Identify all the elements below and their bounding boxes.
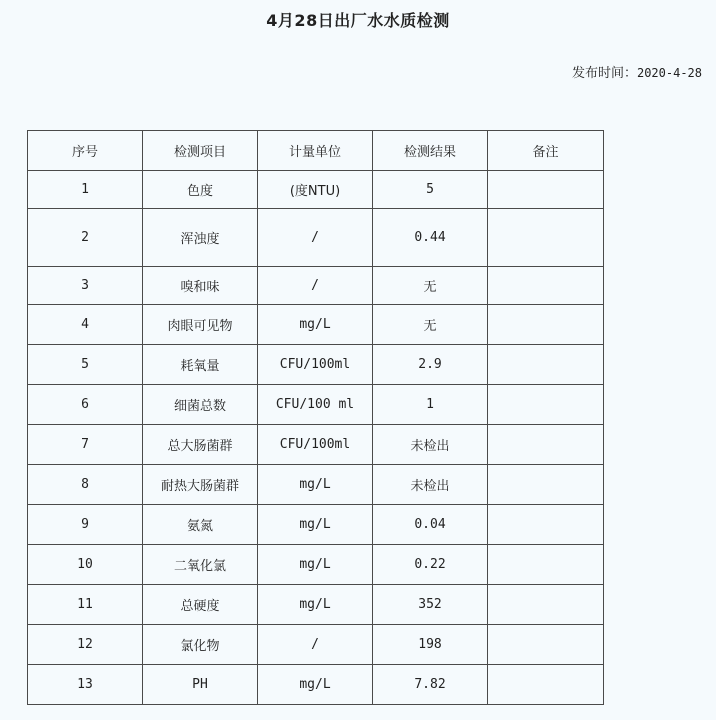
cell-item: 氨氮	[143, 505, 258, 545]
cell-note	[488, 465, 604, 505]
cell-no: 12	[28, 625, 143, 665]
cell-result: 0.44	[373, 209, 488, 267]
cell-result: 无	[373, 267, 488, 305]
cell-no: 3	[28, 267, 143, 305]
cell-no: 11	[28, 585, 143, 625]
cell-item: PH	[143, 665, 258, 705]
cell-unit: mg/L	[258, 665, 373, 705]
table-row	[28, 465, 604, 505]
cell-note	[488, 267, 604, 305]
cell-result: 未检出	[373, 465, 488, 505]
cell-no: 4	[28, 305, 143, 345]
cell-note	[488, 209, 604, 267]
cell-note	[488, 305, 604, 345]
table-row	[28, 545, 604, 585]
cell-item: 总大肠菌群	[143, 425, 258, 465]
cell-unit: CFU/100ml	[258, 425, 373, 465]
table-header-row	[28, 131, 604, 171]
cell-item: 细菌总数	[143, 385, 258, 425]
cell-result: 0.04	[373, 505, 488, 545]
cell-note	[488, 505, 604, 545]
cell-no: 9	[28, 505, 143, 545]
cell-item: 浑浊度	[143, 209, 258, 267]
table-row	[28, 209, 604, 267]
header-test-item: 检测项目	[143, 131, 258, 171]
cell-no: 5	[28, 345, 143, 385]
cell-unit: mg/L	[258, 505, 373, 545]
cell-unit: /	[258, 209, 373, 267]
cell-note	[488, 425, 604, 465]
cell-unit: mg/L	[258, 545, 373, 585]
table-row	[28, 345, 604, 385]
cell-item: 氯化物	[143, 625, 258, 665]
cell-item: 嗅和味	[143, 267, 258, 305]
cell-unit: /	[258, 267, 373, 305]
cell-result: 1	[373, 385, 488, 425]
water-quality-table	[27, 130, 604, 705]
table-row	[28, 625, 604, 665]
cell-no: 13	[28, 665, 143, 705]
publish-date: 2020-4-28	[636, 66, 702, 80]
cell-note	[488, 171, 604, 209]
table-row	[28, 585, 604, 625]
cell-item: 总硬度	[143, 585, 258, 625]
cell-note	[488, 385, 604, 425]
page-title: 4月28日出厂水水质检测	[266, 11, 450, 30]
cell-note	[488, 625, 604, 665]
cell-result: 2.9	[373, 345, 488, 385]
header-serial-no: 序号	[28, 131, 143, 171]
header-unit: 计量单位	[258, 131, 373, 171]
cell-item: 二氧化氯	[143, 545, 258, 585]
cell-item: 色度	[143, 171, 258, 209]
table-row	[28, 505, 604, 545]
table-row	[28, 425, 604, 465]
cell-item: 耗氧量	[143, 345, 258, 385]
cell-result: 352	[373, 585, 488, 625]
cell-note	[488, 345, 604, 385]
cell-no: 6	[28, 385, 143, 425]
table-row	[28, 305, 604, 345]
cell-unit: CFU/100ml	[258, 345, 373, 385]
cell-unit: mg/L	[258, 465, 373, 505]
cell-no: 1	[28, 171, 143, 209]
cell-no: 8	[28, 465, 143, 505]
cell-result: 198	[373, 625, 488, 665]
cell-note	[488, 545, 604, 585]
cell-result: 7.82	[373, 665, 488, 705]
header-note: 备注	[488, 131, 604, 171]
cell-note	[488, 585, 604, 625]
cell-no: 10	[28, 545, 143, 585]
table-row	[28, 665, 604, 705]
cell-no: 2	[28, 209, 143, 267]
cell-unit: (度NTU)	[258, 171, 373, 209]
cell-item: 肉眼可见物	[143, 305, 258, 345]
cell-result: 未检出	[373, 425, 488, 465]
cell-item: 耐热大肠菌群	[143, 465, 258, 505]
cell-unit: mg/L	[258, 585, 373, 625]
table-row	[28, 171, 604, 209]
cell-unit: /	[258, 625, 373, 665]
cell-unit: CFU/100 ml	[258, 385, 373, 425]
cell-no: 7	[28, 425, 143, 465]
cell-result: 无	[373, 305, 488, 345]
cell-result: 5	[373, 171, 488, 209]
table-row	[28, 385, 604, 425]
cell-result: 0.22	[373, 545, 488, 585]
publish-time-label: 发布时间：	[571, 66, 637, 81]
publish-time	[572, 62, 702, 81]
cell-note	[488, 665, 604, 705]
cell-unit: mg/L	[258, 305, 373, 345]
header-result: 检测结果	[373, 131, 488, 171]
table-row	[28, 267, 604, 305]
